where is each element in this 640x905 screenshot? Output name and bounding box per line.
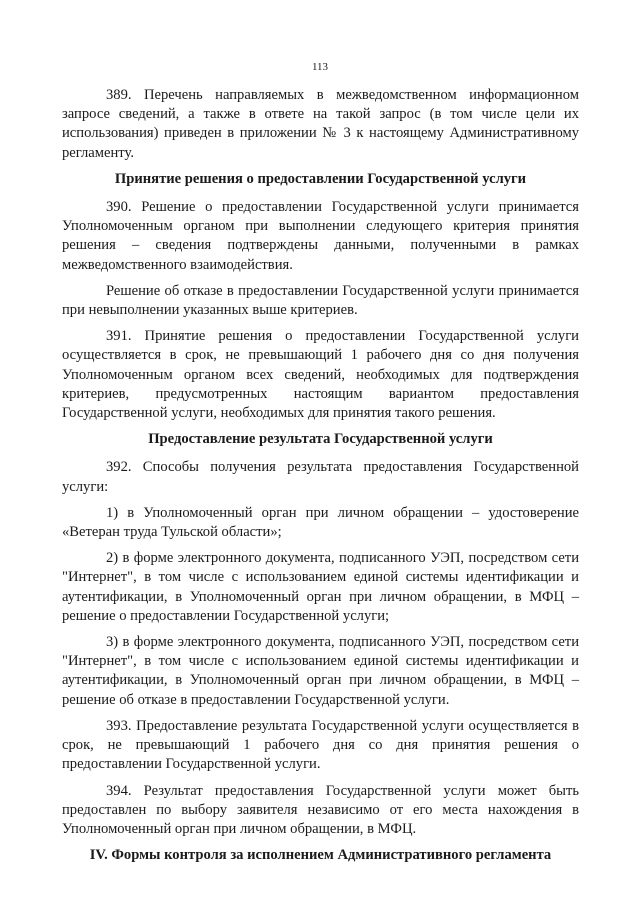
heading-result: Предоставление результата Государственной услуги <box>148 431 493 448</box>
paragraph-390-refusal: Решение об отказе в предоставлении Государственной услуги принимается при невыполнении указанных выше критериев. <box>62 282 579 319</box>
paragraph-392-item-1: 1) в Уполномоченный орган при личном обращении – удостоверение «Ветеран труда Тульской области»; <box>62 504 579 541</box>
paragraph-392-item-2: 2) в форме электронного документа, подписанного УЭП, посредством сети "Интернет", в том числе с использованием единой системы идентификации и аутентификации, в Уполномоченный орган при личном обращении, в МФЦ – решение о предоставлении Государственной услуги; <box>62 550 579 624</box>
paragraph-391: 391. Принятие решения о предоставлении Государственной услуги осуществляется в срок, не превышающий 1 рабочего дня со дня получения Уполномоченным органом всех сведений, необходимых для подтверждения критериев, предусмотренных настоящим вариантом предоставления Государственной услуги, необходимых для принятия такого решения. <box>62 328 579 422</box>
page-number: 113 <box>311 61 329 73</box>
heading-decision: Принятие решения о предоставлении Государственной услуги <box>114 170 527 187</box>
paragraph-392: 392. Способы получения результата предоставления Государственной услуги: <box>62 459 579 495</box>
paragraph-393: 393. Предоставление результата Государственной услуги осуществляется в срок, не превышающий 1 рабочего дня со дня принятия решения о предоставлении Государственной услуги. <box>62 717 579 773</box>
document-body <box>62 86 579 874</box>
paragraph-392-item-3: 3) в форме электронного документа, подписанного УЭП, посредством сети "Интернет", в том числе с использованием единой системы идентификации и аутентификации, в Уполномоченный орган при личном обращении, в МФЦ – решение об отказе в предоставлении Государственной услуги. <box>62 634 579 708</box>
paragraph-394: 394. Результат предоставления Государственной услуги может быть предоставлен по выбору заявителя независимо от его места нахождения в Уполномоченный орган при личном обращении, в МФЦ. <box>62 782 579 837</box>
paragraph-390: 390. Решение о предоставлении Государственной услуги принимается Уполномоченным органом при выполнении следующего критерия принятия решения – сведения подтверждены данными, полученными в рамках межведомственного взаимодействия. <box>62 199 579 273</box>
paragraph-389: 389. Перечень направляемых в межведомственном информационном запросе сведений, а также в ответе на такой запрос (в том числе цели их использования) приведен в приложении № 3 к настоящему Административному регламенту. <box>62 87 579 161</box>
heading-section-4: IV. Формы контроля за исполнением Административного регламента <box>89 847 552 864</box>
